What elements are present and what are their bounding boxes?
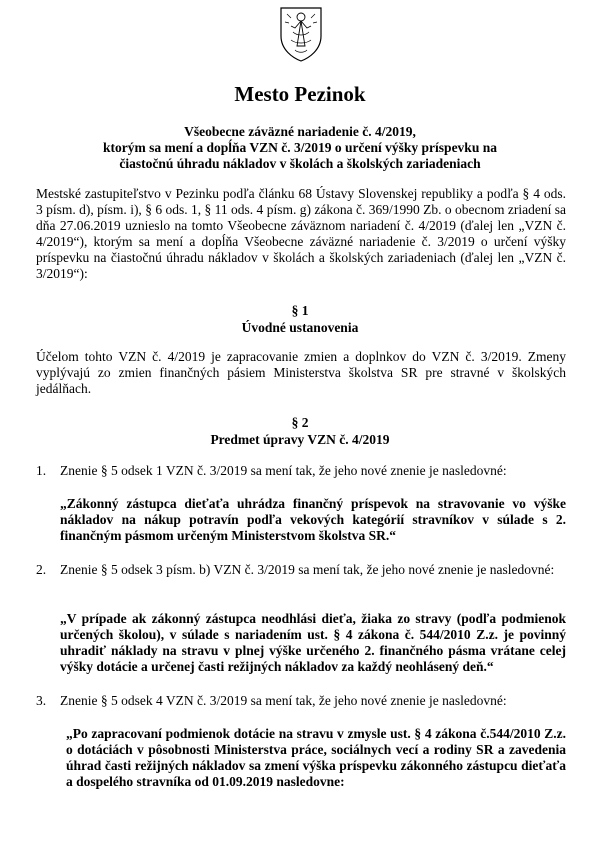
list-item-number: 2. xyxy=(36,562,47,577)
intro-paragraph: Mestské zastupiteľstvo v Pezinku podľa článku 68 Ústavy Slovenskej republiky a podľa § 4 ods. 3 písm. d), písm. i), § 6 ods. 1, § 11 ods. 4 písm. g) zákona č. 369/1990 Zb. o obecnom zriadení sa dňa 27.06.2019 uznieslo na tomto Všeobecne záväznom nariadení č. 4/2019 (ďalej len „VZN č. 4/2019“), ktorým sa mení a dopĺňa Všeobecne záväzné nariadenie č. 3/2019 o určení výšky príspevku na čiastočnú úhradu nákladov v školách a školských zariadeniach (ďalej len „VZN č. 3/2019“): xyxy=(36,186,566,281)
page-title: Mesto Pezinok xyxy=(234,82,366,106)
section-1-text: Účelom tohto VZN č. 4/2019 je zapracovanie zmien a doplnkov do VZN č. 3/2019. Zmeny vyplývajú zo zmien finančných pásiem Ministerstva školstva SR pre stravné v školských jedálňach. xyxy=(36,349,566,396)
regulation-title-line: čiastočnú úhradu nákladov v školách a školských zariadeniach xyxy=(119,156,481,171)
list-item-text: Znenie § 5 odsek 3 písm. b) VZN č. 3/2019 sa mení tak, že jeho nové znenie je nasledovné: xyxy=(60,562,555,577)
list-item-quote: „V prípade ak zákonný zástupca neodhlási dieťa, žiaka zo stravy (podľa podmienok určených školou), v súlade s nariadením ust. § 4 zákona č. 544/2010 Z.z. je povinný uhradiť náklady na stravu v plnej výške určeného 2. finančného pásma vrátane celej výšky dotácie a určenej časti režijných nákladov za každý neohlásený deň.“ xyxy=(60,611,566,674)
list-item-number: 3. xyxy=(36,693,47,708)
regulation-title-line: ktorým sa mení a dopĺňa VZN č. 3/2019 o určení výšky príspevku na xyxy=(103,140,497,155)
list-item-text: Znenie § 5 odsek 4 VZN č. 3/2019 sa mení tak, že jeho nové znenie je nasledovné: xyxy=(60,693,507,708)
list-item-text: Znenie § 5 odsek 1 VZN č. 3/2019 sa mení tak, že jeho nové znenie je nasledovné: xyxy=(60,463,507,478)
list-item-quote: „Po zapracovaní podmienok dotácie na stravu v zmysle ust. § 4 zákona č.544/2010 Z.z. o dotáciách v pôsobnosti Ministerstva práce, sociálnych vecí a rodiny SR a zavedenia úhrad časti režijných nákladov sa zmení výška príspevku zákonného zástupcu dieťaťa a dospelého stravníka od 01.09.2019 nasledovne: xyxy=(66,726,566,789)
section-1-heading: Úvodné ustanovenia xyxy=(241,320,359,335)
coat-of-arms-icon xyxy=(279,6,323,62)
regulation-title xyxy=(60,124,540,172)
list-item-quote: „Zákonný zástupca dieťaťa uhrádza finančný príspevok na stravovanie vo výške nákladov na nákup potravín podľa vekových kategórií stravníkov v súlade s 2. finančným pásmom určeným Ministerstvom školstva SR.“ xyxy=(60,496,566,543)
section-2-number: § 2 xyxy=(291,415,309,430)
regulation-title-line: Všeobecne záväzné nariadenie č. 4/2019, xyxy=(184,124,416,139)
list-item-number: 1. xyxy=(36,463,47,478)
section-2-heading: Predmet úpravy VZN č. 4/2019 xyxy=(210,432,390,447)
section-1-number: § 1 xyxy=(291,303,309,318)
